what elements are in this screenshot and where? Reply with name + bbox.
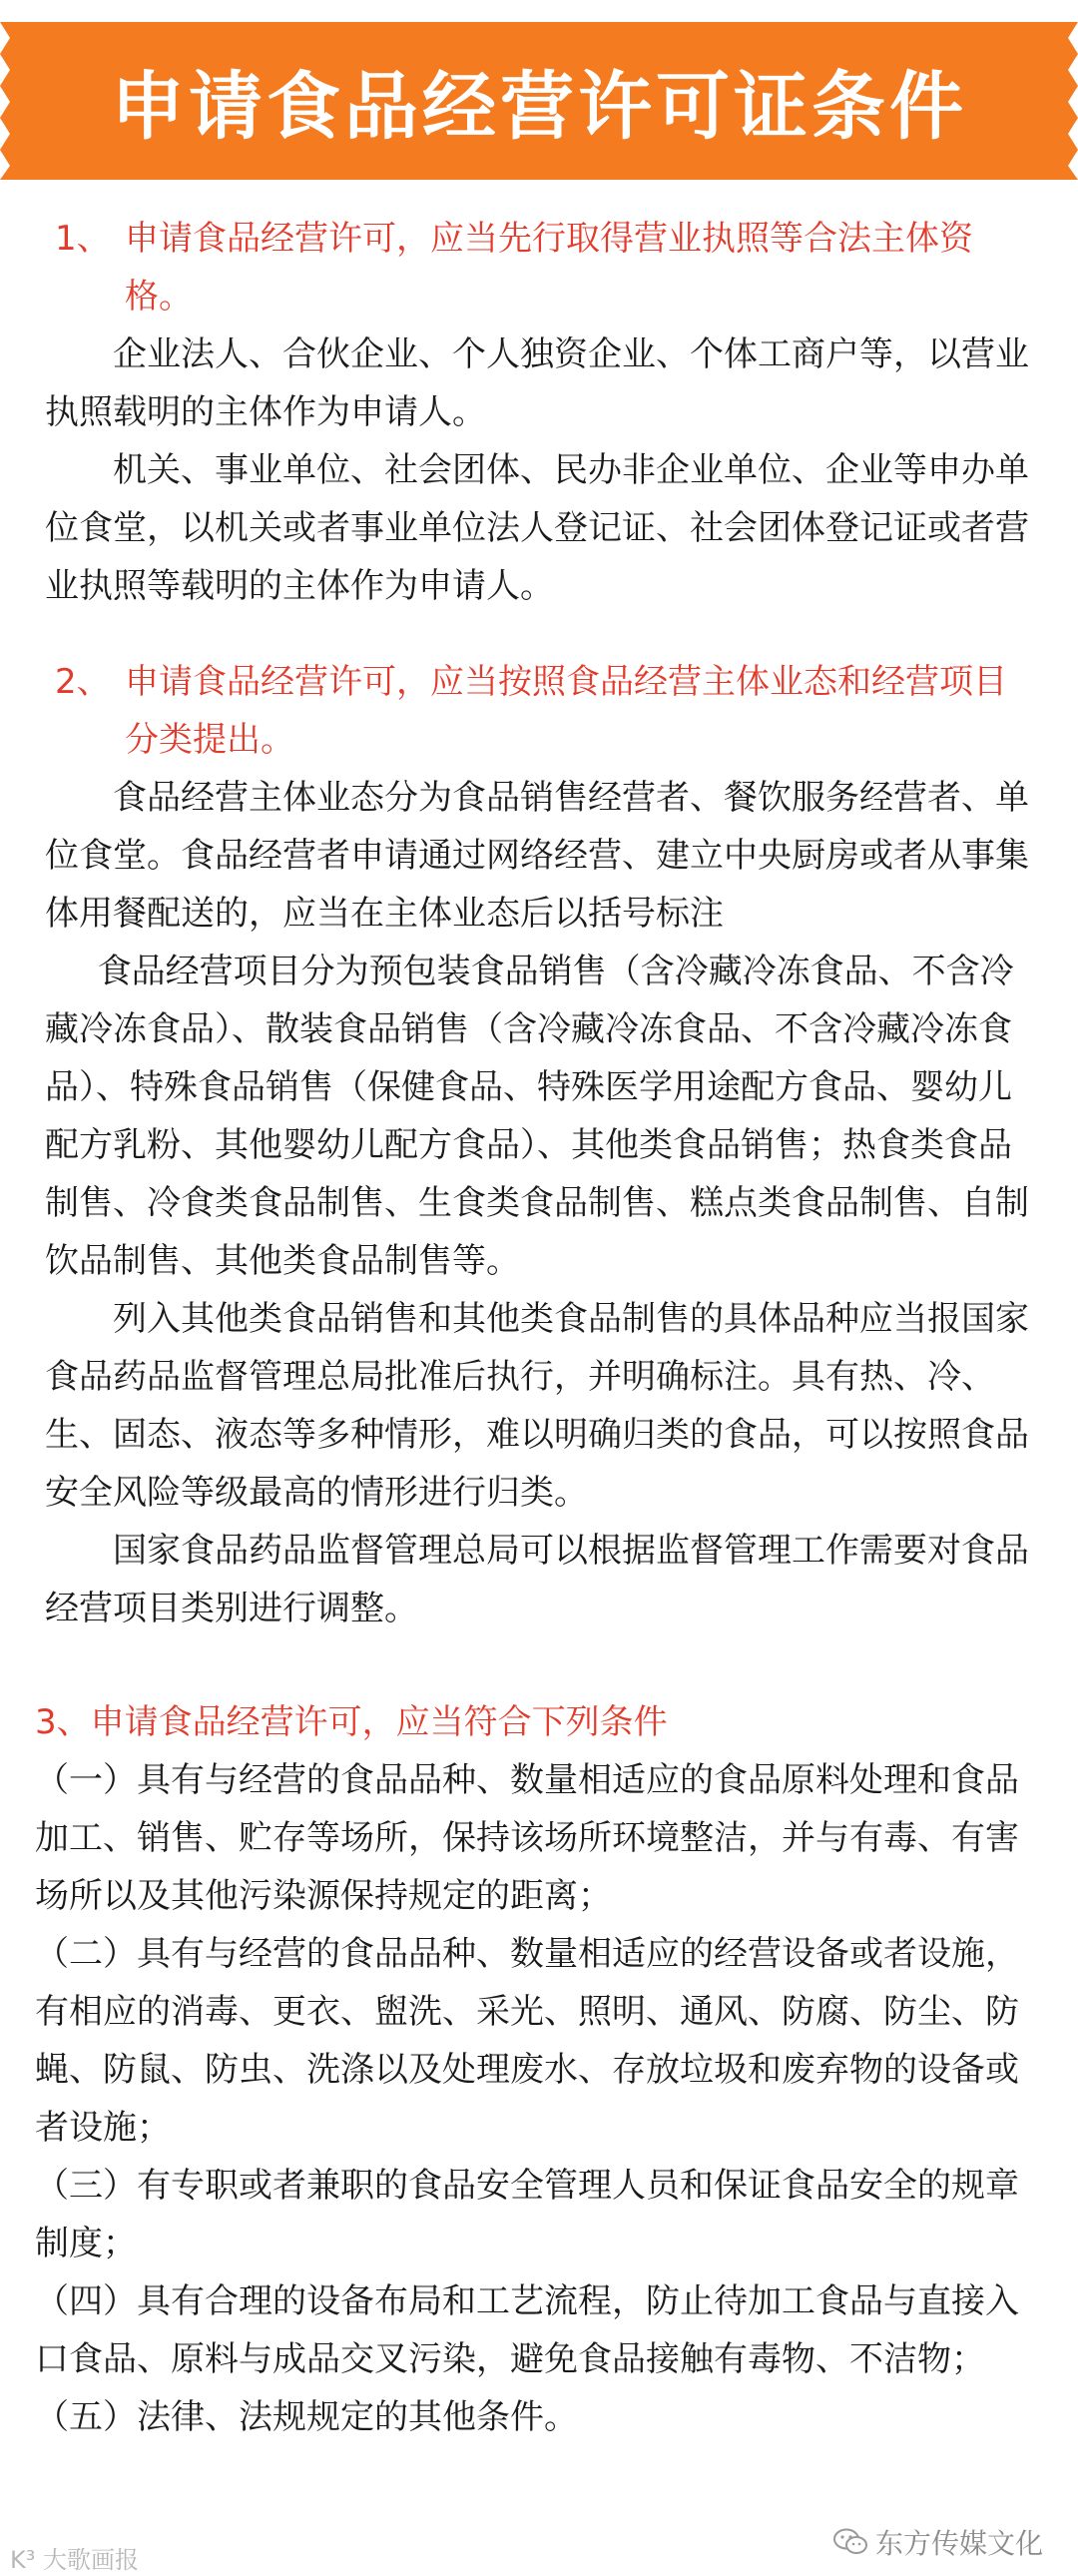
watermark-right-text: 东方传媒文化 (874, 2527, 1043, 2560)
section-number: 1、 (55, 219, 111, 259)
paragraph: 机关、事业单位、社会团体、民办非企业单位、企业等申办单位食堂，以机关或者事业单位法人登记证、社会团体登记证或者营业执照等载明的主体作为申请人。 (45, 450, 1029, 606)
section-heading-text: 申请食品经营许可，应当先行取得营业执照等合法主体资格。 (125, 219, 973, 317)
wechat-icon (833, 2528, 867, 2556)
list-item: （三）有专职或者兼职的食品安全管理人员和保证食品安全的规章制度； (35, 2166, 1019, 2263)
section-heading: 3、申请食品经营许可，应当符合下列条件 (35, 1702, 668, 1742)
paragraph: 食品经营项目分为预包装食品销售（含冷藏冷冻食品、不含冷藏冷冻食品）、散装食品销售（含冷藏冷冻食品、不含冷藏冷冻食品）、特殊食品销售（保健食品、特殊医学用途配方食品、婴幼儿配方乳粉、其他婴幼儿配方食品）、其他类食品销售；热食类食品制售、冷食类食品制售、生食类食品制售、糕点类食品制售、自制饮品制售、其他类食品制售等。 (45, 952, 1029, 1281)
document-body (0, 210, 1078, 2484)
watermark-left: K³ 大歌画报 (10, 2546, 139, 2574)
footer (0, 2527, 1078, 2576)
section-heading (0, 653, 1078, 769)
title-banner (0, 22, 1078, 180)
section-2 (0, 653, 1078, 1637)
page-title: 申请食品经营许可证条件 (111, 64, 967, 150)
paragraph: 国家食品药品监督管理总局可以根据监督管理工作需要对食品经营项目类别进行调整。 (45, 1531, 1029, 1628)
list-item: （一）具有与经营的食品品种、数量相适应的食品原料处理和食品加工、销售、贮存等场所，保持该场所环境整洁，并与有毒、有害场所以及其他污染源保持规定的距离； (35, 1760, 1019, 1916)
list-item: （四）具有合理的设备布局和工艺流程，防止待加工食品与直接入口食品、原料与成品交叉污染，避免食品接触有毒物、不洁物； (35, 2281, 1019, 2379)
paragraph: 企业法人、合伙企业、个人独资企业、个体工商户等，以营业执照载明的主体作为申请人。 (45, 334, 1029, 432)
list-item: （二）具有与经营的食品品种、数量相适应的经营设备或者设施，有相应的消毒、更衣、盥洗、采光、照明、通风、防腐、防尘、防蝇、防鼠、防虫、洗涤以及处理废水、存放垃圾和废弃物的设备或者设施； (35, 1934, 1019, 2148)
section-heading-text: 申请食品经营许可，应当按照食品经营主体业态和经营项目分类提出。 (125, 662, 1007, 760)
section-3 (0, 1693, 1078, 2446)
list-item: （五）法律、法规规定的其他条件。 (35, 2397, 578, 2437)
paragraph: 食品经营主体业态分为食品销售经营者、餐饮服务经营者、单位食堂。食品经营者申请通过网络经营、建立中央厨房或者从事集体用餐配送的，应当在主体业态后以括号标注 (45, 778, 1029, 934)
watermark-right (833, 2522, 1043, 2562)
section-1 (0, 210, 1078, 615)
paragraph: 列入其他类食品销售和其他类食品制售的具体品种应当报国家食品药品监督管理总局批准后执行，并明确标注。具有热、冷、生、固态、液态等多种情形，难以明确归类的食品，可以按照食品安全风险等级最高的情形进行归类。 (45, 1299, 1029, 1513)
section-heading (0, 210, 1078, 325)
section-number: 2、 (55, 662, 111, 702)
